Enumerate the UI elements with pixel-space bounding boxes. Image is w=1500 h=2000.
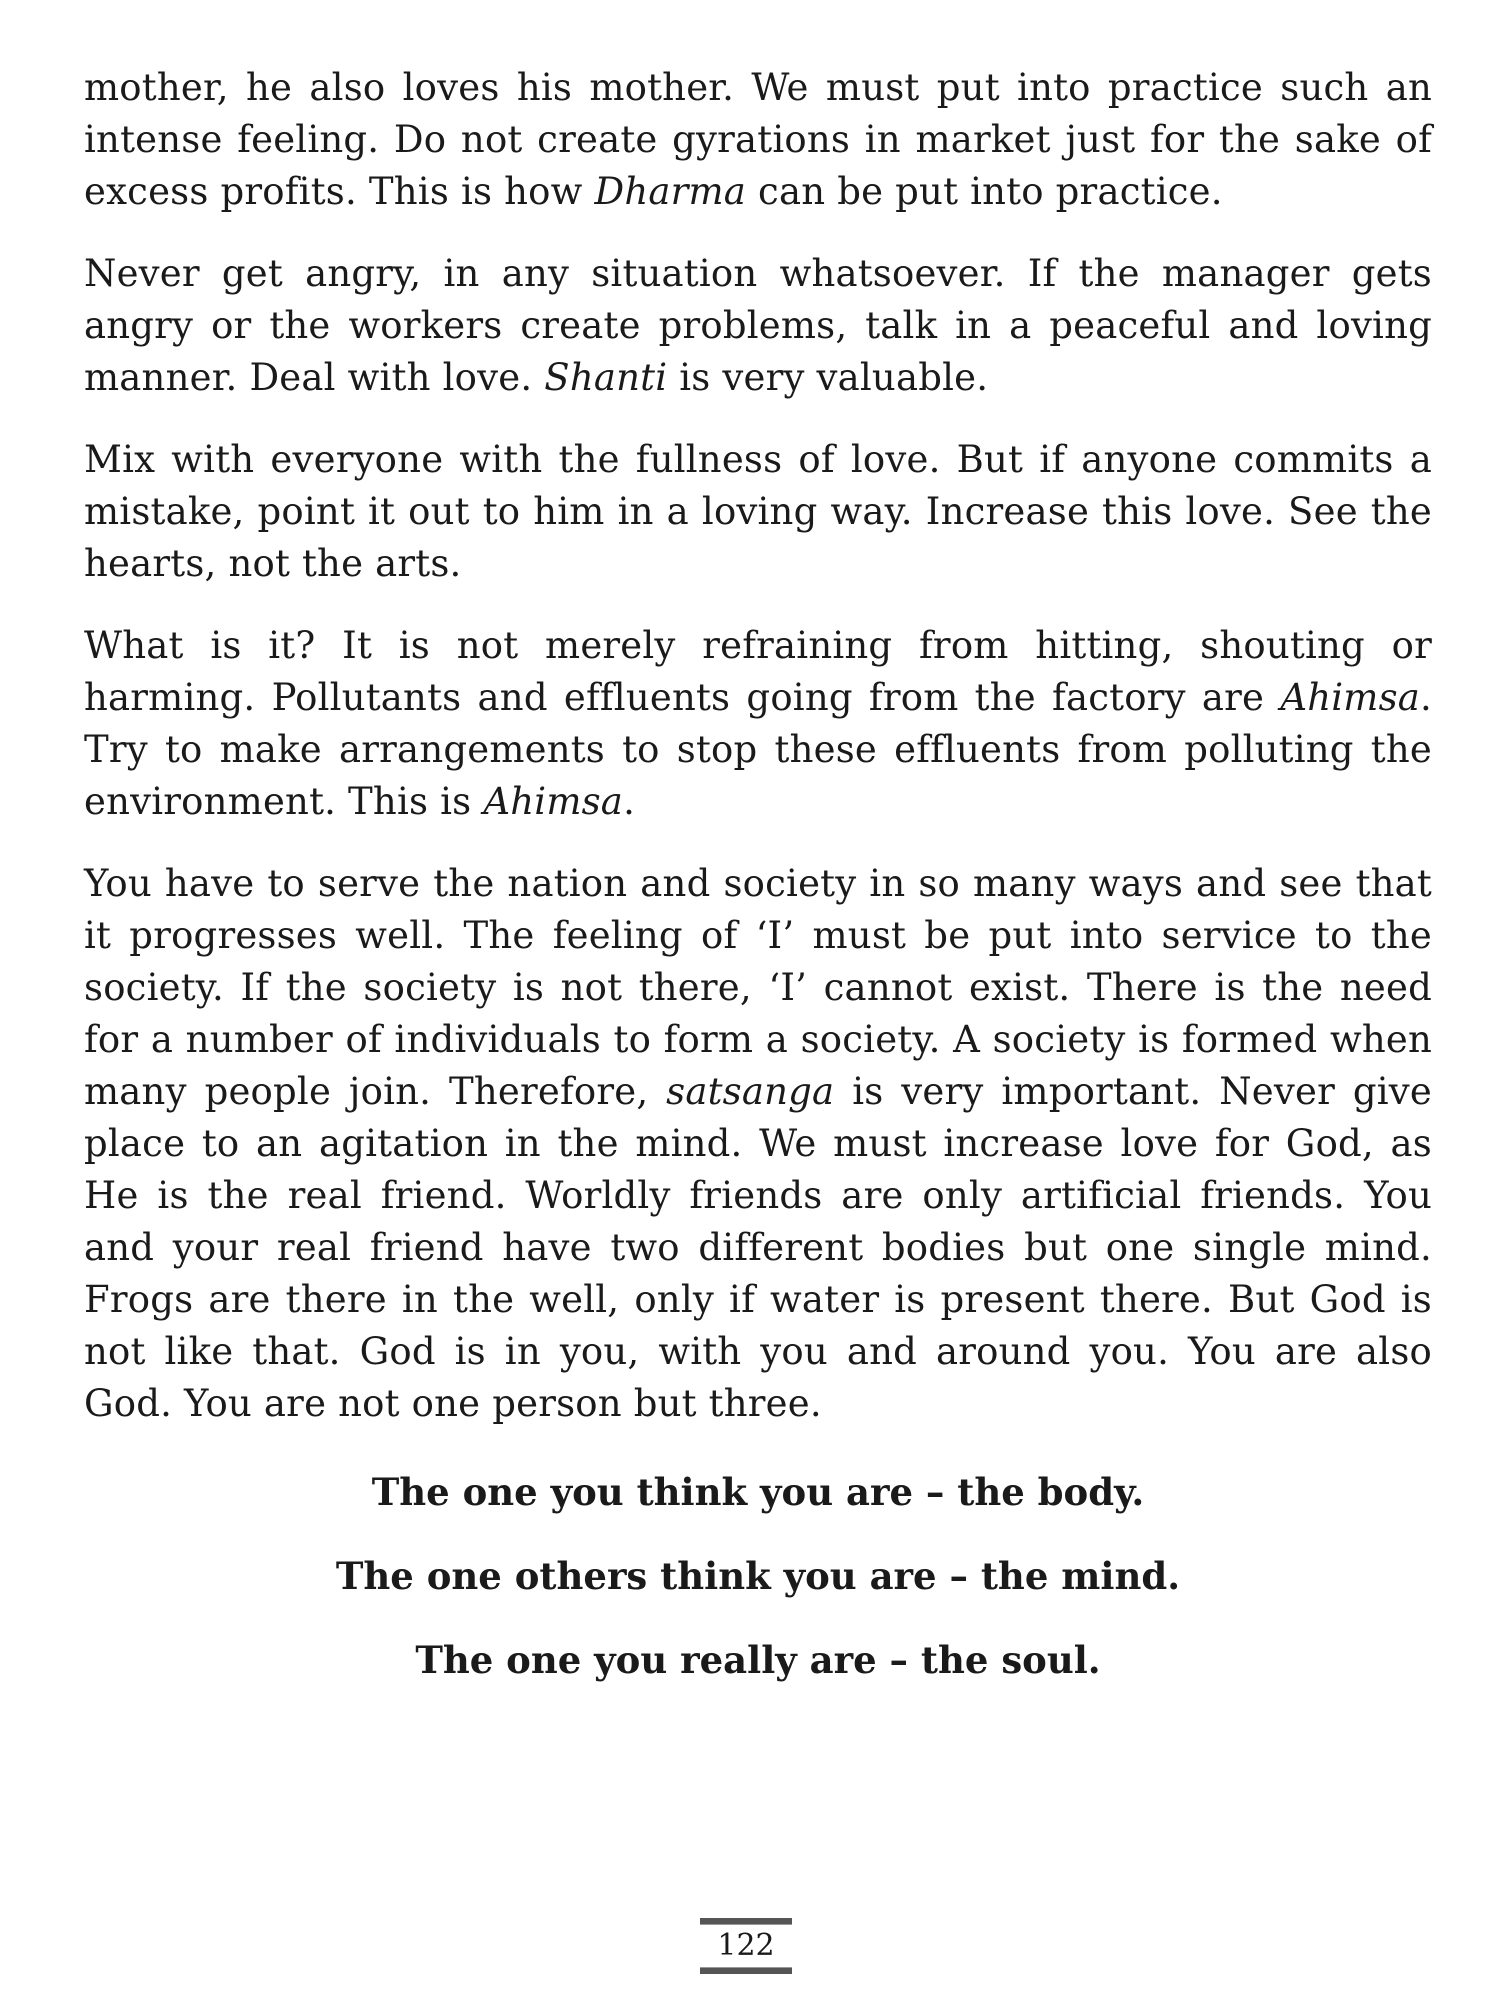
text-segment: . Try to make arrangements to stop these effluents from polluting the environment. This is: [84, 676, 1432, 823]
text-segment: Never get angry, in any situation whatsoever. If the manager gets angry or the workers create problems, talk in a peaceful and loving manner. Deal with love.: [84, 252, 1432, 399]
text-segment: What is it? It is not merely refraining from hitting, shouting or harming. Pollutants and effluents going from the factory are: [84, 624, 1432, 719]
paragraph: [84, 620, 1432, 828]
text-segment: can be put into practice.: [746, 170, 1223, 213]
text-segment: is very valuable.: [667, 356, 989, 399]
quote-block: [84, 1466, 1432, 1686]
text-segment: .: [623, 780, 636, 823]
page-number-rule-bottom: [700, 1967, 792, 1974]
text-segment: is very important. Never give place to an agitation in the mind. We must increase love for God, as He is the real friend. Worldly friends are only artificial friends. You and your real friend have two different bodies but one single mind. Frogs are there in the well, only if water is present there. But God is not like that. God is in you, with you and around you. You are also God. You are not one person but three.: [84, 1070, 1432, 1425]
paragraph: [84, 62, 1432, 218]
paragraph: [84, 434, 1432, 590]
paragraph: [84, 858, 1432, 1430]
italic-term: satsanga: [666, 1070, 835, 1113]
italic-term: Ahimsa: [483, 780, 624, 823]
paragraph: [84, 248, 1432, 404]
body-text: [84, 62, 1432, 1430]
page-number-rule-top: [700, 1918, 792, 1925]
italic-term: Ahimsa: [1280, 676, 1421, 719]
text-segment: Mix with everyone with the fullness of love. But if anyone commits a mistake, point it out to him in a loving way. Increase this love. See the hearts, not the arts.: [84, 438, 1432, 585]
page-body: [84, 62, 1432, 1718]
italic-term: Shanti: [544, 356, 668, 399]
quote-soul: The one you really are – the soul.: [415, 1638, 1101, 1682]
italic-term: Dharma: [594, 170, 747, 213]
text-segment: You have to serve the nation and society in so many ways and see that it progresses well. The feeling of ‘I’ must be put into service to the society. If the society is not there, ‘I’ cannot exist. There is the need for a number of individuals to form a society. A society is formed when many people join. Therefore,: [84, 862, 1432, 1113]
page-footer: [700, 1918, 792, 1974]
quote-body: The one you think you are – the body.: [371, 1470, 1145, 1514]
page-number: 122: [717, 1928, 775, 1963]
text-segment: mother, he also loves his mother. We must put into practice such an intense feeling. Do not create gyrations in market just for the sake of excess profits. This is how: [84, 66, 1432, 213]
quote-mind: The one others think you are – the mind.: [335, 1554, 1181, 1598]
